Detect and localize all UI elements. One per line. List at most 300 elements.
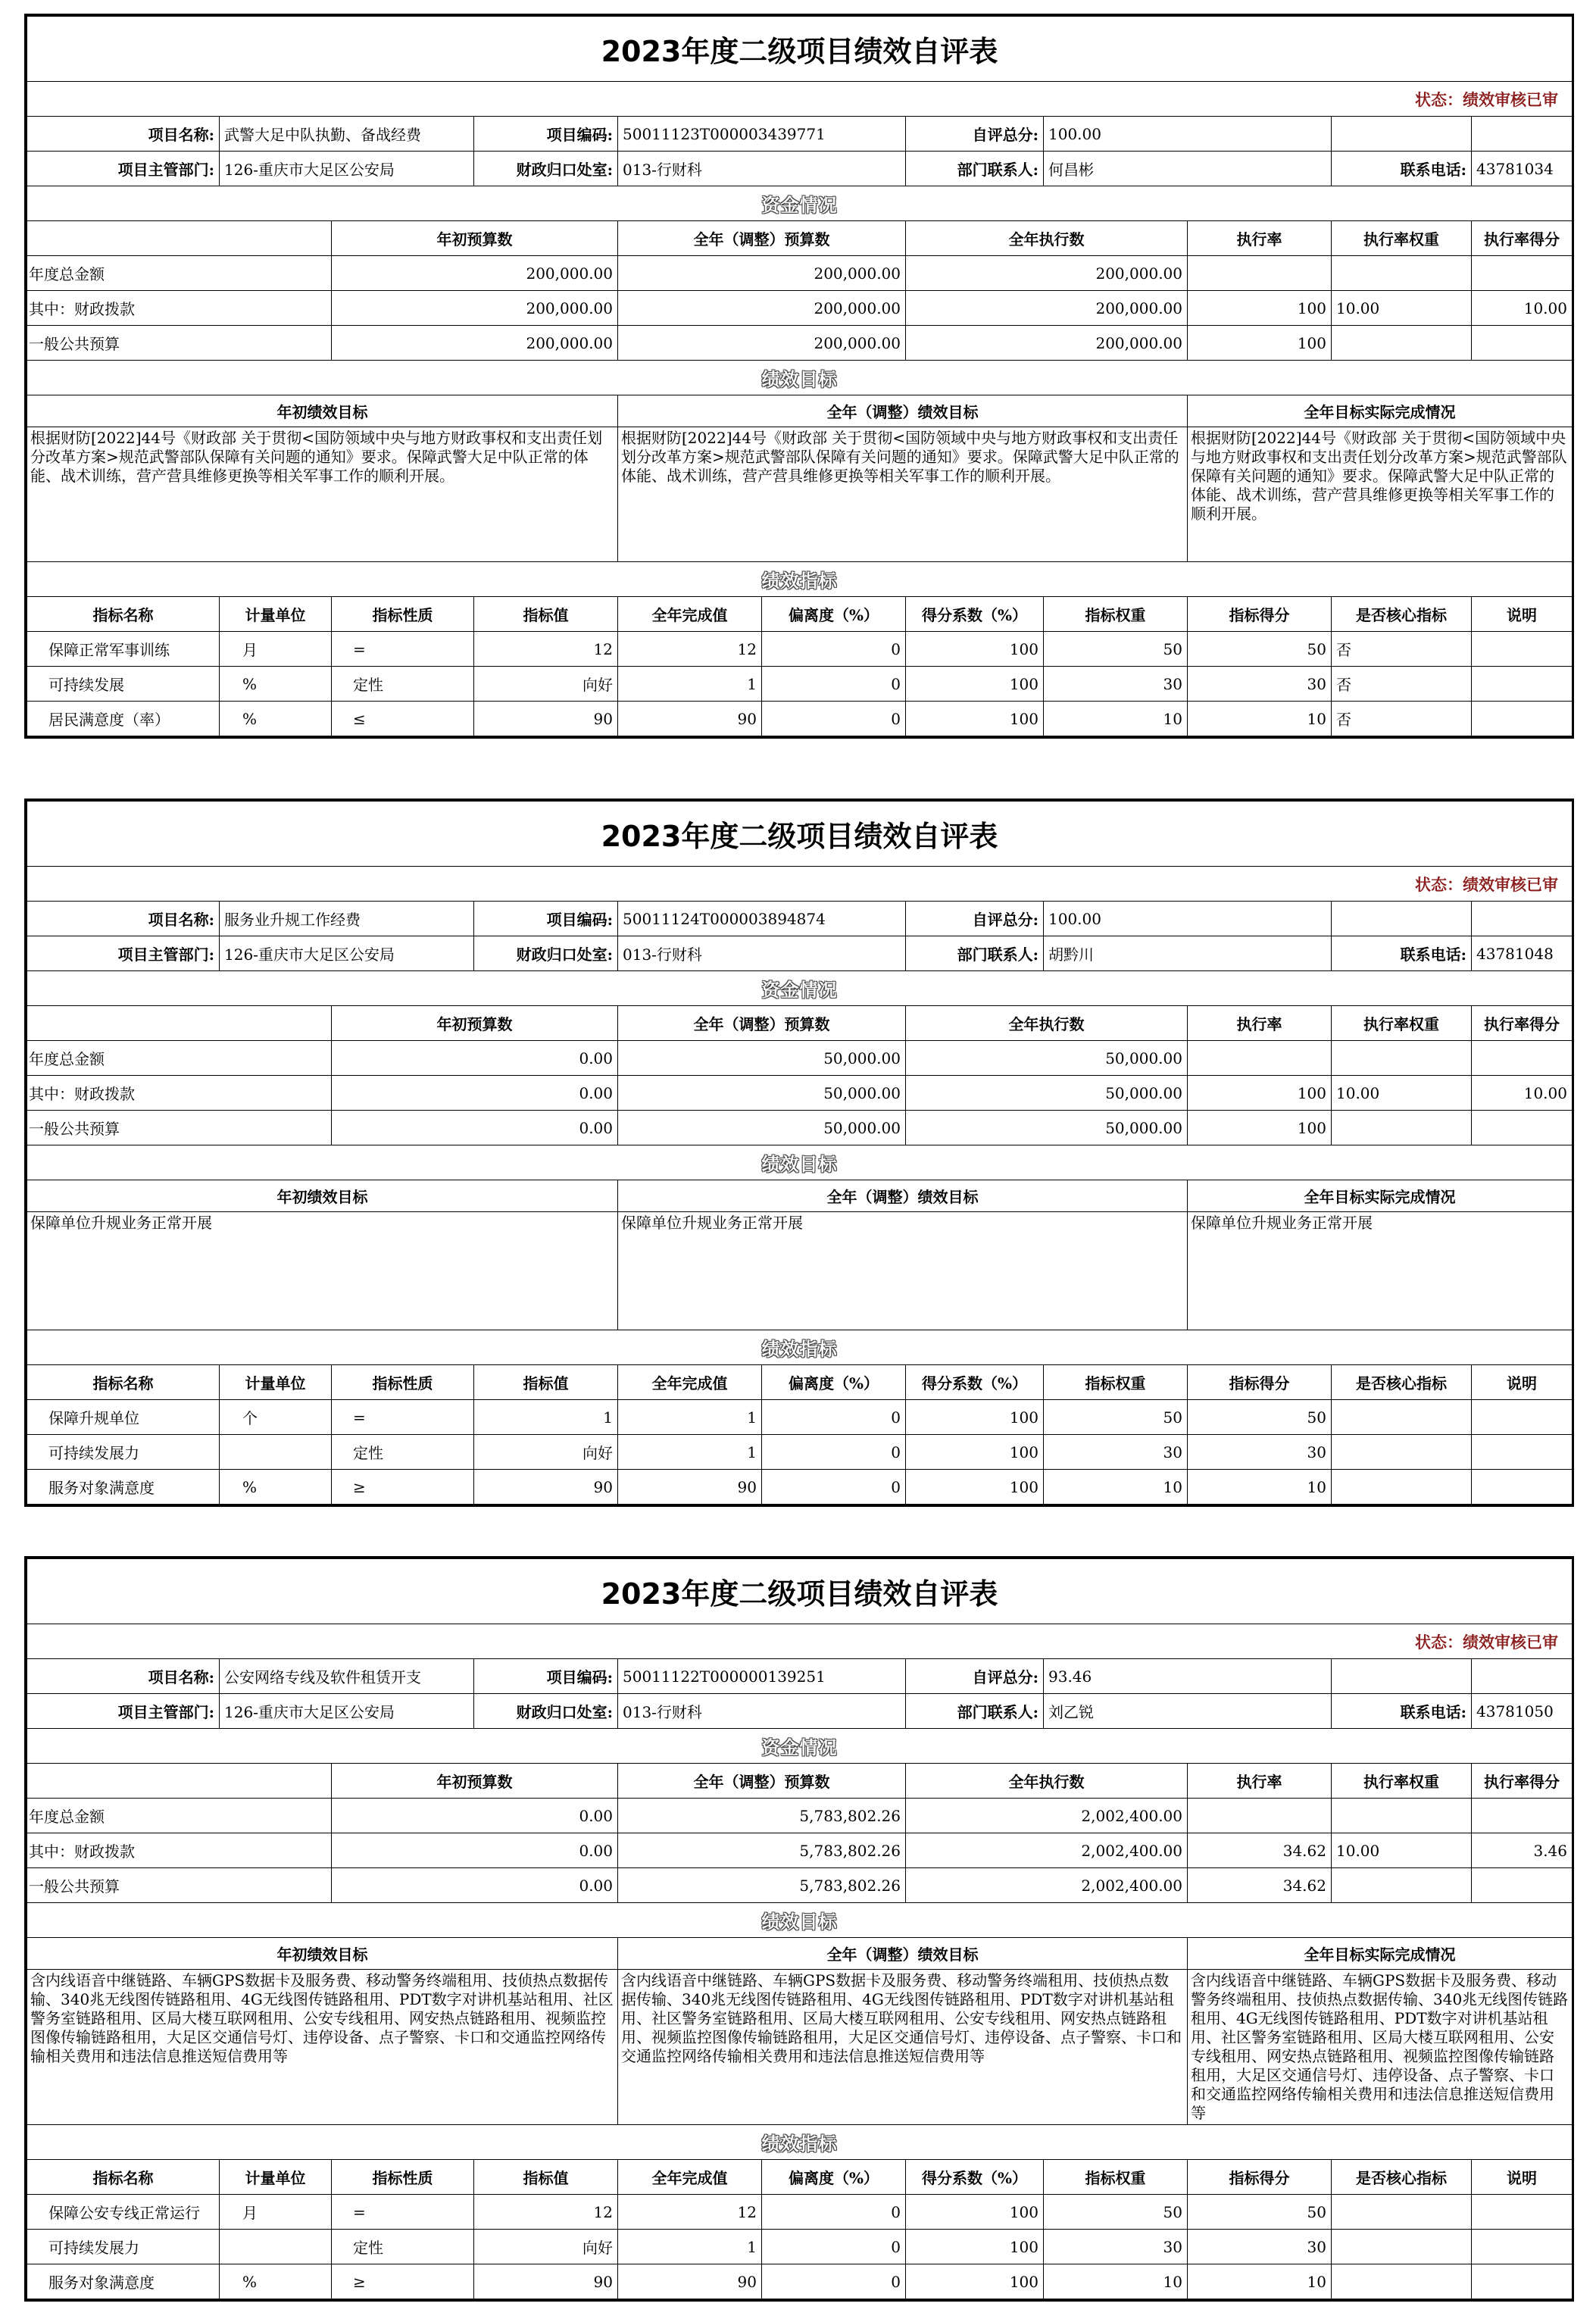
ind-name: 保障公安专线正常运行 (27, 2195, 220, 2230)
fund-row (27, 291, 1573, 326)
fund-rate (1188, 1041, 1332, 1076)
fund-executed: 200,000.00 (906, 326, 1188, 361)
fund-executed: 2,002,400.00 (906, 1799, 1188, 1833)
score-value: 100.00 (1044, 902, 1332, 936)
ind-header-note: 说明 (1472, 1365, 1573, 1400)
status-text: 状态：绩效审核已审 (27, 82, 1573, 117)
ind-done: 12 (618, 632, 762, 667)
ind-header-score: 指标得分 (1188, 1365, 1332, 1400)
goal-header-initial: 年初绩效目标 (27, 1938, 618, 1970)
ind-header-nature: 指标性质 (332, 2160, 474, 2195)
ind-unit: % (220, 1470, 332, 1505)
fund-adjusted: 5,783,802.26 (618, 1799, 906, 1833)
ind-unit (220, 2230, 332, 2264)
ind-header-note: 说明 (1472, 2160, 1573, 2195)
ind-header-coef: 得分系数（%） (906, 1365, 1044, 1400)
ind-name: 服务对象满意度 (27, 2264, 220, 2299)
ind-header-note: 说明 (1472, 597, 1573, 632)
finance-value: 013-行财科 (618, 1694, 906, 1729)
goal-section-header: 绩效目标 (27, 1145, 1573, 1180)
ind-coef: 100 (906, 2195, 1044, 2230)
ind-weight: 30 (1044, 667, 1188, 702)
ind-nature: 定性 (332, 1435, 474, 1470)
fund-rate (1188, 1799, 1332, 1833)
contact-label: 部门联系人: (906, 152, 1044, 186)
fund-row (27, 1799, 1573, 1833)
ind-nature: 定性 (332, 667, 474, 702)
ind-unit: 个 (220, 1400, 332, 1435)
blank-cell (27, 1764, 332, 1799)
fund-row (27, 1111, 1573, 1145)
goal-section-header: 绩效目标 (27, 1903, 1573, 1938)
fund-score (1472, 1799, 1573, 1833)
fund-header-executed: 全年执行数 (906, 221, 1188, 256)
status-text: 状态：绩效审核已审 (27, 1624, 1573, 1659)
ind-dev: 0 (762, 667, 906, 702)
project-code-value: 50011122T000000139251 (618, 1659, 906, 1694)
ind-nature: 定性 (332, 2230, 474, 2264)
ind-dev: 0 (762, 1435, 906, 1470)
ind-note (1472, 632, 1573, 667)
fund-executed: 200,000.00 (906, 256, 1188, 291)
ind-core: 否 (1332, 667, 1472, 702)
score-label: 自评总分: (906, 902, 1044, 936)
ind-note (1472, 702, 1573, 736)
indicator-row (27, 1400, 1573, 1435)
ind-core: 否 (1332, 632, 1472, 667)
phone-label: 联系电话: (1332, 1694, 1472, 1729)
goal-adjusted-text: 含内线语音中继链路、车辆GPS数据卡及服务费、移动警务终端租用、技侦热点数据传输、340兆无线图传链路租用、4G无线图传链路租用、PDT数字对讲机基站租用、社区警务室链路租用、区局大楼互联网租用、公安专线租用、网安热点链路租用、视频监控图像传输链路租用，大足区交通信号灯、违停设备、点子警察、卡口和交通监控网络传输相关费用和违法信息推送短信费用等 (618, 1970, 1188, 2125)
ind-note (1472, 1400, 1573, 1435)
ind-coef: 100 (906, 2264, 1044, 2299)
ind-header-done: 全年完成值 (618, 2160, 762, 2195)
goal-header-adjusted: 全年（调整）绩效目标 (618, 1180, 1188, 1212)
ind-name: 可持续发展力 (27, 1435, 220, 1470)
fund-weight: 10.00 (1332, 291, 1472, 326)
fund-executed: 2,002,400.00 (906, 1868, 1188, 1903)
fund-weight (1332, 1111, 1472, 1145)
fund-header-executed: 全年执行数 (906, 1764, 1188, 1799)
phone-value: 43781050 (1472, 1694, 1573, 1729)
fund-header-adjusted: 全年（调整）预算数 (618, 1764, 906, 1799)
fund-rate: 100 (1188, 291, 1332, 326)
fund-weight (1332, 1041, 1472, 1076)
fund-weight (1332, 1799, 1472, 1833)
ind-header-dev: 偏离度（%） (762, 597, 906, 632)
ind-coef: 100 (906, 1435, 1044, 1470)
finance-label: 财政归口处室: (474, 1694, 618, 1729)
ind-name: 居民满意度（率） (27, 702, 220, 736)
project-code-label: 项目编码: (474, 902, 618, 936)
contact-value: 何昌彬 (1044, 152, 1332, 186)
goal-actual-text: 根据财防[2022]44号《财政部 关于贯彻<国防领域中央与地方财政事权和支出责任划分改革方案>规范武警部队保障有关问题的通知》要求。保障武警大足中队正常的体能、战术训练，营产营具维修更换等相关军事工作的顺利开展。 (1188, 427, 1573, 562)
dept-label: 项目主管部门: (27, 936, 220, 971)
ind-header-unit: 计量单位 (220, 597, 332, 632)
form-table (27, 16, 1573, 736)
goal-header-adjusted: 全年（调整）绩效目标 (618, 1938, 1188, 1970)
ind-header-name: 指标名称 (27, 1365, 220, 1400)
ind-core (1332, 1400, 1472, 1435)
fund-header-rate: 执行率 (1188, 1764, 1332, 1799)
fund-header-rate: 执行率 (1188, 221, 1332, 256)
dept-value: 126-重庆市大足区公安局 (220, 152, 474, 186)
status-text: 状态：绩效审核已审 (27, 867, 1573, 902)
fund-score: 10.00 (1472, 291, 1573, 326)
fund-score (1472, 1041, 1573, 1076)
fund-adjusted: 50,000.00 (618, 1111, 906, 1145)
fund-row-name: 一般公共预算 (27, 1111, 332, 1145)
fund-executed: 2,002,400.00 (906, 1833, 1188, 1868)
ind-unit: 月 (220, 632, 332, 667)
ind-header-weight: 指标权重 (1044, 597, 1188, 632)
ind-unit: 月 (220, 2195, 332, 2230)
ind-dev: 0 (762, 2230, 906, 2264)
ind-done: 1 (618, 1435, 762, 1470)
ind-weight: 50 (1044, 1400, 1188, 1435)
fund-weight: 10.00 (1332, 1833, 1472, 1868)
fund-initial: 0.00 (332, 1076, 618, 1111)
fund-rate (1188, 256, 1332, 291)
fund-rate: 34.62 (1188, 1833, 1332, 1868)
project-code-value: 50011124T000003894874 (618, 902, 906, 936)
fund-header-executed: 全年执行数 (906, 1006, 1188, 1041)
contact-value: 胡黔川 (1044, 936, 1332, 971)
ind-nature: = (332, 1400, 474, 1435)
ind-header-done: 全年完成值 (618, 1365, 762, 1400)
fund-header-score: 执行率得分 (1472, 1006, 1573, 1041)
ind-weight: 10 (1044, 1470, 1188, 1505)
indicator-row (27, 702, 1573, 736)
ind-score: 50 (1188, 1400, 1332, 1435)
fund-executed: 200,000.00 (906, 291, 1188, 326)
fund-row-name: 年度总金额 (27, 256, 332, 291)
ind-dev: 0 (762, 1470, 906, 1505)
project-name-label: 项目名称: (27, 902, 220, 936)
fund-row-name: 其中：财政拨款 (27, 291, 332, 326)
fund-row (27, 256, 1573, 291)
fund-initial: 200,000.00 (332, 291, 618, 326)
ind-value: 向好 (474, 2230, 618, 2264)
ind-note (1472, 1435, 1573, 1470)
ind-coef: 100 (906, 702, 1044, 736)
ind-header-value: 指标值 (474, 597, 618, 632)
blank-cell (1472, 1659, 1573, 1694)
project-name-label: 项目名称: (27, 1659, 220, 1694)
ind-core (1332, 2264, 1472, 2299)
ind-done: 1 (618, 2230, 762, 2264)
dept-value: 126-重庆市大足区公安局 (220, 936, 474, 971)
ind-header-score: 指标得分 (1188, 597, 1332, 632)
fund-initial: 200,000.00 (332, 326, 618, 361)
goal-header-actual: 全年目标实际完成情况 (1188, 1938, 1573, 1970)
ind-header-name: 指标名称 (27, 597, 220, 632)
dept-label: 项目主管部门: (27, 1694, 220, 1729)
ind-done: 90 (618, 702, 762, 736)
fund-weight: 10.00 (1332, 1076, 1472, 1111)
fund-row-name: 其中：财政拨款 (27, 1833, 332, 1868)
phone-label: 联系电话: (1332, 936, 1472, 971)
fund-rate: 100 (1188, 326, 1332, 361)
fund-score: 3.46 (1472, 1833, 1573, 1868)
ind-nature: = (332, 632, 474, 667)
fund-initial: 0.00 (332, 1799, 618, 1833)
ind-dev: 0 (762, 2264, 906, 2299)
project-name-value: 武警大足中队执勤、备战经费 (220, 117, 474, 152)
project-name-value: 公安网络专线及软件租赁开支 (220, 1659, 474, 1694)
fund-header-weight: 执行率权重 (1332, 1764, 1472, 1799)
ind-header-score: 指标得分 (1188, 2160, 1332, 2195)
ind-weight: 10 (1044, 2264, 1188, 2299)
ind-header-value: 指标值 (474, 2160, 618, 2195)
phone-label: 联系电话: (1332, 152, 1472, 186)
ind-header-core: 是否核心指标 (1332, 1365, 1472, 1400)
fund-header-initial: 年初预算数 (332, 1764, 618, 1799)
fund-header-rate: 执行率 (1188, 1006, 1332, 1041)
ind-core (1332, 1470, 1472, 1505)
fund-row-name: 年度总金额 (27, 1041, 332, 1076)
ind-score: 30 (1188, 667, 1332, 702)
finance-label: 财政归口处室: (474, 936, 618, 971)
fund-adjusted: 5,783,802.26 (618, 1833, 906, 1868)
fund-adjusted: 50,000.00 (618, 1076, 906, 1111)
goal-initial-text: 根据财防[2022]44号《财政部 关于贯彻<国防领域中央与地方财政事权和支出责任划分改革方案>规范武警部队保障有关问题的通知》要求。保障武警大足中队正常的体能、战术训练，营产营具维修更换等相关军事工作的顺利开展。 (27, 427, 618, 562)
ind-unit: % (220, 702, 332, 736)
fund-header-adjusted: 全年（调整）预算数 (618, 221, 906, 256)
ind-unit: % (220, 2264, 332, 2299)
indicator-section-header: 绩效指标 (27, 562, 1573, 597)
blank-cell (1332, 902, 1472, 936)
ind-name: 可持续发展力 (27, 2230, 220, 2264)
ind-value: 向好 (474, 667, 618, 702)
fund-header-score: 执行率得分 (1472, 221, 1573, 256)
fund-executed: 50,000.00 (906, 1111, 1188, 1145)
ind-weight: 10 (1044, 702, 1188, 736)
project-code-label: 项目编码: (474, 117, 618, 152)
ind-core: 否 (1332, 702, 1472, 736)
fund-executed: 50,000.00 (906, 1041, 1188, 1076)
score-label: 自评总分: (906, 1659, 1044, 1694)
form-title: 2023年度二级项目绩效自评表 (27, 17, 1573, 82)
ind-coef: 100 (906, 632, 1044, 667)
contact-label: 部门联系人: (906, 936, 1044, 971)
ind-header-weight: 指标权重 (1044, 2160, 1188, 2195)
fund-header-initial: 年初预算数 (332, 221, 618, 256)
ind-header-nature: 指标性质 (332, 597, 474, 632)
contact-value: 刘乙锐 (1044, 1694, 1332, 1729)
ind-header-coef: 得分系数（%） (906, 2160, 1044, 2195)
ind-score: 50 (1188, 632, 1332, 667)
ind-dev: 0 (762, 1400, 906, 1435)
ind-weight: 30 (1044, 2230, 1188, 2264)
fund-section-header: 资金情况 (27, 186, 1573, 221)
fund-header-weight: 执行率权重 (1332, 1006, 1472, 1041)
fund-row (27, 1833, 1573, 1868)
ind-header-nature: 指标性质 (332, 1365, 474, 1400)
score-value: 93.46 (1044, 1659, 1332, 1694)
ind-core (1332, 2230, 1472, 2264)
ind-value: 12 (474, 2195, 618, 2230)
fund-header-initial: 年初预算数 (332, 1006, 618, 1041)
blank-cell (1472, 117, 1573, 152)
ind-value: 90 (474, 2264, 618, 2299)
fund-score (1472, 1111, 1573, 1145)
goal-header-actual: 全年目标实际完成情况 (1188, 1180, 1573, 1212)
ind-dev: 0 (762, 2195, 906, 2230)
fund-row-name: 一般公共预算 (27, 326, 332, 361)
fund-score: 10.00 (1472, 1076, 1573, 1111)
contact-label: 部门联系人: (906, 1694, 1044, 1729)
ind-dev: 0 (762, 632, 906, 667)
fund-initial: 0.00 (332, 1041, 618, 1076)
ind-header-name: 指标名称 (27, 2160, 220, 2195)
ind-note (1472, 2230, 1573, 2264)
ind-core (1332, 1435, 1472, 1470)
ind-header-coef: 得分系数（%） (906, 597, 1044, 632)
fund-adjusted: 200,000.00 (618, 291, 906, 326)
score-label: 自评总分: (906, 117, 1044, 152)
blank-cell (1332, 117, 1472, 152)
fund-initial: 0.00 (332, 1833, 618, 1868)
fund-initial: 0.00 (332, 1111, 618, 1145)
ind-name: 服务对象满意度 (27, 1470, 220, 1505)
indicator-row (27, 2195, 1573, 2230)
goal-actual-text: 保障单位升规业务正常开展 (1188, 1212, 1573, 1330)
project-name-value: 服务业升规工作经费 (220, 902, 474, 936)
ind-core (1332, 2195, 1472, 2230)
ind-header-core: 是否核心指标 (1332, 597, 1472, 632)
ind-note (1472, 2195, 1573, 2230)
ind-header-weight: 指标权重 (1044, 1365, 1188, 1400)
ind-score: 10 (1188, 1470, 1332, 1505)
fund-weight (1332, 326, 1472, 361)
form-title: 2023年度二级项目绩效自评表 (27, 1559, 1573, 1624)
goal-initial-text: 保障单位升规业务正常开展 (27, 1212, 618, 1330)
ind-coef: 100 (906, 1470, 1044, 1505)
ind-score: 50 (1188, 2195, 1332, 2230)
indicator-row (27, 1435, 1573, 1470)
ind-header-done: 全年完成值 (618, 597, 762, 632)
goal-header-initial: 年初绩效目标 (27, 395, 618, 427)
dept-value: 126-重庆市大足区公安局 (220, 1694, 474, 1729)
project-name-label: 项目名称: (27, 117, 220, 152)
ind-header-dev: 偏离度（%） (762, 1365, 906, 1400)
ind-coef: 100 (906, 667, 1044, 702)
fund-row-name: 一般公共预算 (27, 1868, 332, 1903)
fund-header-weight: 执行率权重 (1332, 221, 1472, 256)
ind-value: 向好 (474, 1435, 618, 1470)
fund-adjusted: 200,000.00 (618, 326, 906, 361)
ind-coef: 100 (906, 1400, 1044, 1435)
fund-section-header: 资金情况 (27, 971, 1573, 1006)
fund-rate: 100 (1188, 1111, 1332, 1145)
ind-score: 30 (1188, 2230, 1332, 2264)
goal-actual-text: 含内线语音中继链路、车辆GPS数据卡及服务费、移动警务终端租用、技侦热点数据传输、340兆无线图传链路租用、4G无线图传链路租用、PDT数字对讲机基站租用、社区警务室链路租用、区局大楼互联网租用、公安专线租用、网安热点链路租用、视频监控图像传输链路租用，大足区交通信号灯、违停设备、点子警察、卡口和交通监控网络传输相关费用和违法信息推送短信费用等 (1188, 1970, 1573, 2125)
fund-rate: 34.62 (1188, 1868, 1332, 1903)
goal-adjusted-text: 保障单位升规业务正常开展 (618, 1212, 1188, 1330)
fund-row-name: 年度总金额 (27, 1799, 332, 1833)
ind-value: 90 (474, 1470, 618, 1505)
fund-row (27, 1041, 1573, 1076)
finance-value: 013-行财科 (618, 152, 906, 186)
ind-value: 12 (474, 632, 618, 667)
ind-nature: ≥ (332, 2264, 474, 2299)
finance-value: 013-行财科 (618, 936, 906, 971)
indicator-row (27, 632, 1573, 667)
fund-section-header: 资金情况 (27, 1729, 1573, 1764)
fund-adjusted: 50,000.00 (618, 1041, 906, 1076)
fund-rate: 100 (1188, 1076, 1332, 1111)
goal-adjusted-text: 根据财防[2022]44号《财政部 关于贯彻<国防领域中央与地方财政事权和支出责任划分改革方案>规范武警部队保障有关问题的通知》要求。保障武警大足中队正常的体能、战术训练，营产营具维修更换等相关军事工作的顺利开展。 (618, 427, 1188, 562)
goal-header-adjusted: 全年（调整）绩效目标 (618, 395, 1188, 427)
ind-note (1472, 2264, 1573, 2299)
ind-header-dev: 偏离度（%） (762, 2160, 906, 2195)
indicator-row (27, 667, 1573, 702)
ind-done: 1 (618, 1400, 762, 1435)
ind-weight: 50 (1044, 2195, 1188, 2230)
ind-coef: 100 (906, 2230, 1044, 2264)
ind-done: 90 (618, 1470, 762, 1505)
phone-value: 43781048 (1472, 936, 1573, 971)
blank-cell (1332, 1659, 1472, 1694)
goal-initial-text: 含内线语音中继链路、车辆GPS数据卡及服务费、移动警务终端租用、技侦热点数据传输、340兆无线图传链路租用、4G无线图传链路租用、PDT数字对讲机基站租用、社区警务室链路租用、区局大楼互联网租用、公安专线租用、网安热点链路租用、视频监控图像传输链路租用，大足区交通信号灯、违停设备、点子警察、卡口和交通监控网络传输相关费用和违法信息推送短信费用等 (27, 1970, 618, 2125)
project-code-value: 50011123T000003439771 (618, 117, 906, 152)
evaluation-form-1 (24, 14, 1574, 739)
ind-header-unit: 计量单位 (220, 2160, 332, 2195)
fund-row (27, 326, 1573, 361)
ind-done: 1 (618, 667, 762, 702)
indicator-section-header: 绩效指标 (27, 1330, 1573, 1365)
indicator-row (27, 1470, 1573, 1505)
ind-name: 保障正常军事训练 (27, 632, 220, 667)
form-table (27, 801, 1573, 1505)
ind-name: 可持续发展 (27, 667, 220, 702)
ind-done: 12 (618, 2195, 762, 2230)
goal-header-actual: 全年目标实际完成情况 (1188, 395, 1573, 427)
fund-row (27, 1076, 1573, 1111)
ind-header-unit: 计量单位 (220, 1365, 332, 1400)
ind-nature: = (332, 2195, 474, 2230)
evaluation-form-2 (24, 799, 1574, 1507)
fund-row-name: 其中：财政拨款 (27, 1076, 332, 1111)
form-table (27, 1558, 1573, 2299)
phone-value: 43781034 (1472, 152, 1573, 186)
fund-score (1472, 326, 1573, 361)
fund-executed: 50,000.00 (906, 1076, 1188, 1111)
fund-score (1472, 256, 1573, 291)
goal-section-header: 绩效目标 (27, 361, 1573, 395)
ind-name: 保障升规单位 (27, 1400, 220, 1435)
finance-label: 财政归口处室: (474, 152, 618, 186)
ind-unit: % (220, 667, 332, 702)
indicator-section-header: 绩效指标 (27, 2125, 1573, 2160)
ind-value: 90 (474, 702, 618, 736)
score-value: 100.00 (1044, 117, 1332, 152)
ind-nature: ≥ (332, 1470, 474, 1505)
ind-unit (220, 1435, 332, 1470)
fund-header-score: 执行率得分 (1472, 1764, 1573, 1799)
blank-cell (27, 221, 332, 256)
ind-score: 30 (1188, 1435, 1332, 1470)
blank-cell (1472, 902, 1573, 936)
goal-header-initial: 年初绩效目标 (27, 1180, 618, 1212)
fund-adjusted: 200,000.00 (618, 256, 906, 291)
fund-initial: 200,000.00 (332, 256, 618, 291)
fund-header-adjusted: 全年（调整）预算数 (618, 1006, 906, 1041)
ind-note (1472, 1470, 1573, 1505)
ind-score: 10 (1188, 2264, 1332, 2299)
ind-note (1472, 667, 1573, 702)
fund-weight (1332, 256, 1472, 291)
